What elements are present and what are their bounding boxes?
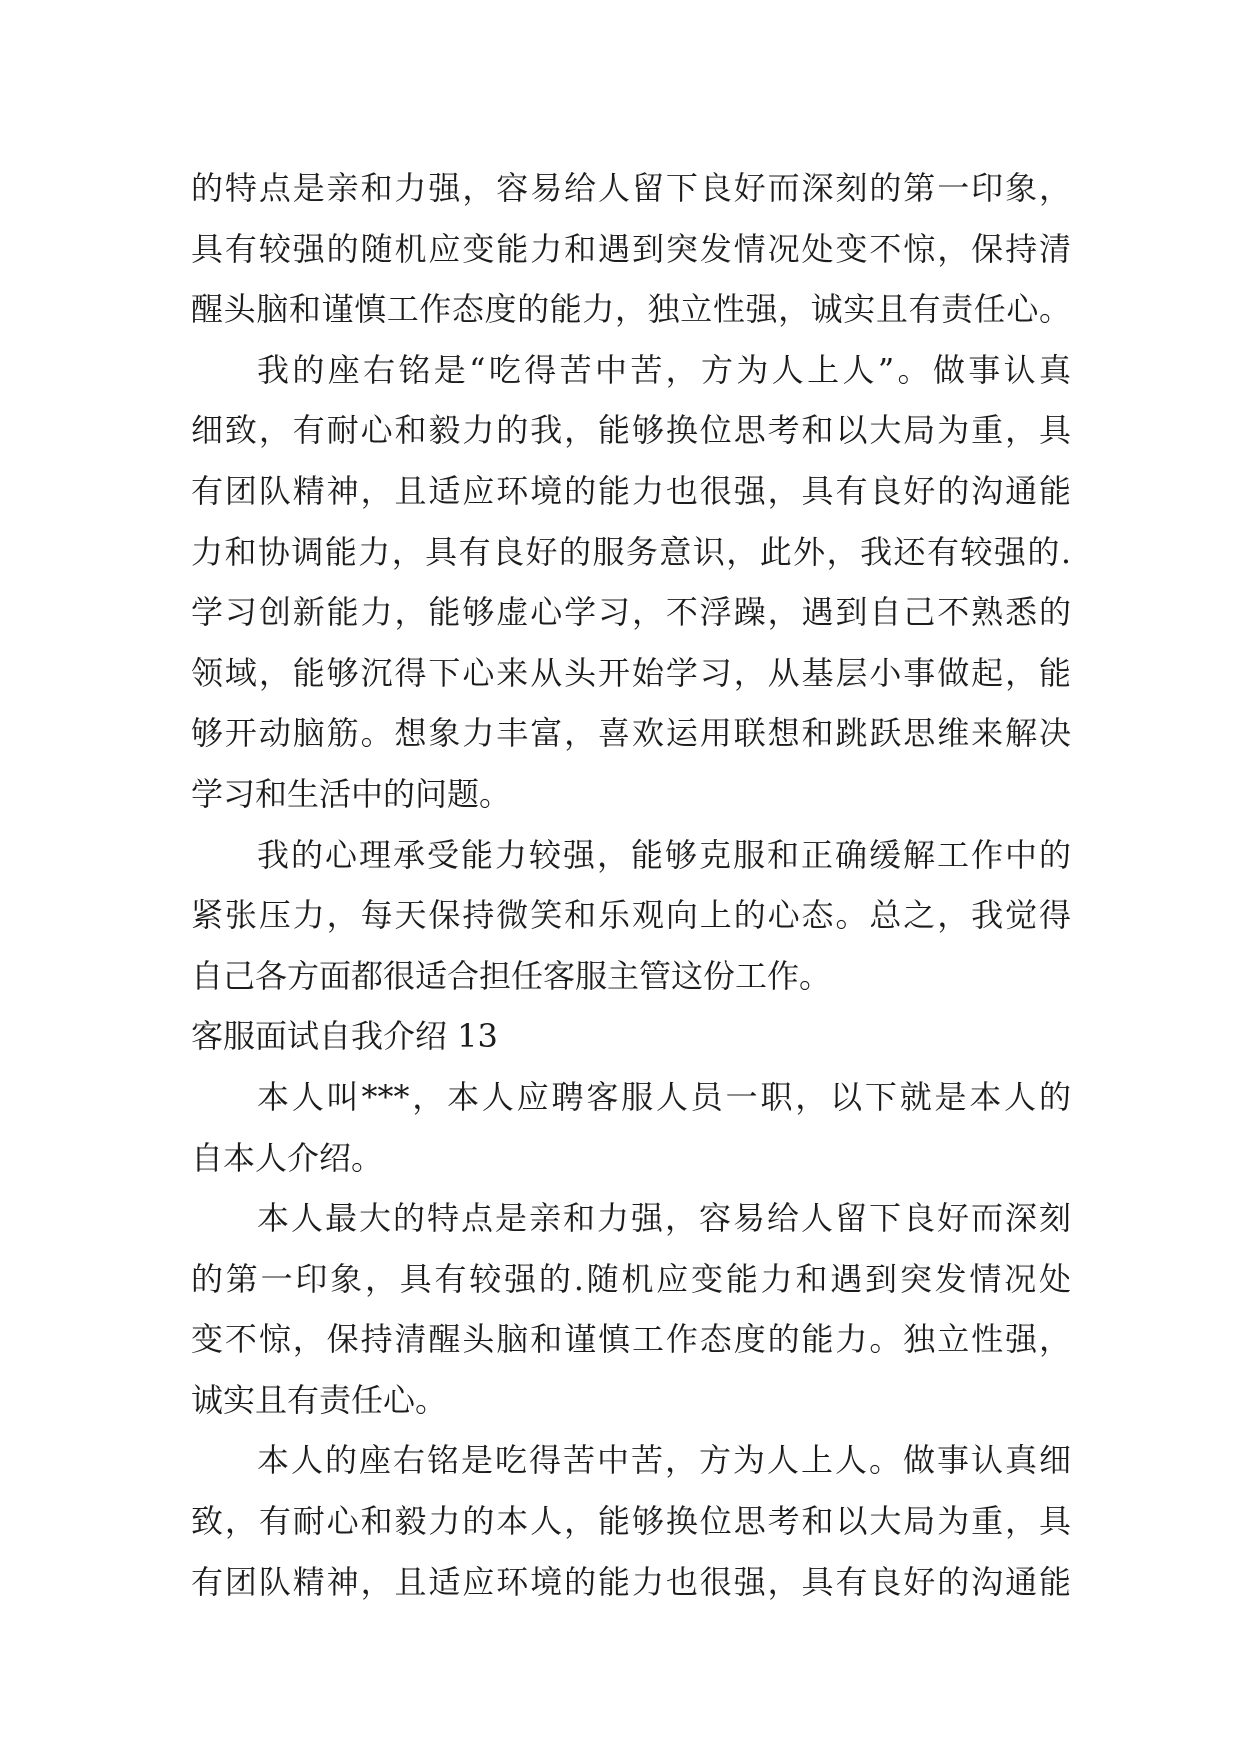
text-line: 的第一印象，具有较强的.随机应变能力和遇到突发情况处 xyxy=(191,1259,1071,1298)
text-line: 具有较强的随机应变能力和遇到突发情况处变不惊，保持清 xyxy=(191,229,1071,268)
text-line: 领域，能够沉得下心来从头开始学习，从基层小事做起，能 xyxy=(191,653,1071,692)
text-line: 有团队精神，且适应环境的能力也很强，具有良好的沟通能 xyxy=(191,471,1071,510)
text-line: 够开动脑筋。想象力丰富，喜欢运用联想和跳跃思维来解决 xyxy=(191,714,1071,753)
text-line: 致，有耐心和毅力的本人，能够换位思考和以大局为重，具 xyxy=(191,1502,1071,1541)
text-line: 本人的座右铭是吃得苦中苦，方为人上人。做事认真细 xyxy=(257,1441,1071,1480)
text-line: 醒头脑和谨慎工作态度的能力，独立性强，诚实且有责任心。 xyxy=(191,290,1071,329)
text-line: 的特点是亲和力强，容易给人留下良好而深刻的第一印象， xyxy=(191,169,1071,207)
text-line: 本人最大的特点是亲和力强，容易给人留下良好而深刻 xyxy=(257,1199,1071,1238)
text-line: 本人叫***，本人应聘客服人员一职，以下就是本人的 xyxy=(257,1077,1071,1116)
text-line: 我的心理承受能力较强，能够克服和正确缓解工作中的 xyxy=(257,835,1071,874)
text-line: 细致，有耐心和毅力的我，能够换位思考和以大局为重，具 xyxy=(191,411,1071,450)
text-line: 自本人介绍。 xyxy=(191,1138,384,1177)
text-line: 我的座右铭是“吃得苦中苦，方为人上人”。做事认真 xyxy=(257,350,1071,389)
document-body xyxy=(191,158,1071,1612)
text-line: 紧张压力，每天保持微笑和乐观向上的心态。总之，我觉得 xyxy=(191,896,1071,935)
text-line: 学习创新能力，能够虚心学习，不浮躁，遇到自己不熟悉的 xyxy=(191,593,1071,632)
section-heading: 客服面试自我介绍 13 xyxy=(191,1017,498,1056)
text-line: 自己各方面都很适合担任客服主管这份工作。 xyxy=(191,956,832,995)
text-line: 力和协调能力，具有良好的服务意识，此外，我还有较强的. xyxy=(191,532,1071,571)
text-line: 学习和生活中的问题。 xyxy=(191,774,512,813)
text-line: 诚实且有责任心。 xyxy=(191,1380,448,1419)
text-line: 有团队精神，且适应环境的能力也很强，具有良好的沟通能 xyxy=(191,1562,1071,1601)
text-line: 变不惊，保持清醒头脑和谨慎工作态度的能力。独立性强， xyxy=(191,1320,1071,1359)
